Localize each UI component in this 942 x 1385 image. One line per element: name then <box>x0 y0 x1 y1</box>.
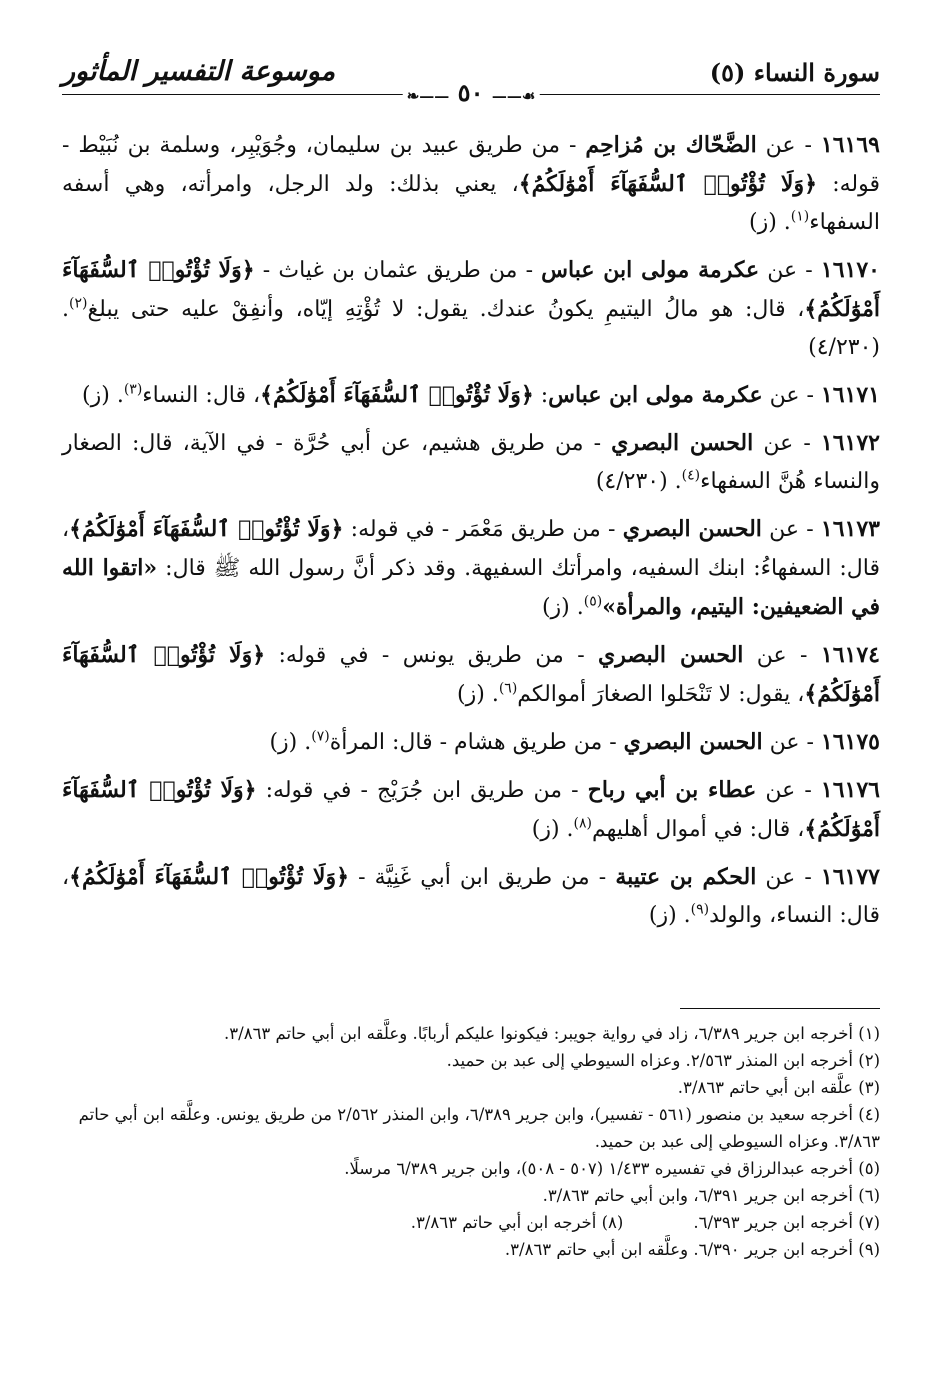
entry-text: - من طريق عثمان بن غياث - <box>254 258 542 283</box>
entry-dash: - عن <box>756 865 821 890</box>
entry-text: ، قال: النساء، والولد <box>62 865 880 928</box>
ornament-icon: ❧—— <box>406 87 450 105</box>
entry-source: . (ز) <box>541 595 584 620</box>
footnote: (٩) أخرجه ابن جرير ٦/٣٩٠. وعلَّقه ابن أبي حاتم ٣/٨٦٣. <box>504 1240 880 1259</box>
entry <box>62 251 880 367</box>
entry-dash: - عن <box>761 517 821 542</box>
entry <box>62 376 880 415</box>
footnote: (٨) أخرجه ابن أبي حاتم ٣/٨٦٣. <box>410 1213 624 1232</box>
entry-dash: - عن <box>743 643 821 668</box>
entry-text: - من طريق هشيم، عن أبي حُرَّة - في الآية، قال: الصغار والنساء هُنَّ السفهاء <box>62 431 880 494</box>
entry-text: - من طريق يونس - في قوله: <box>265 643 599 668</box>
footnote: (٥) أخرجه عبدالرزاق في تفسيره ١/٤٣٣ (٥٠٧ - ٥٠٨)، وابن جرير ٦/٣٨٩ مرسلًا. <box>344 1159 880 1178</box>
footnote-ref: (٥) <box>583 593 603 610</box>
footnote-pair <box>62 1209 880 1236</box>
running-header <box>62 52 880 107</box>
footnote: (٢) أخرجه ابن المنذر ٢/٥٦٣. وعزاه السيوطي إلى عبد بن حميد. <box>446 1051 880 1070</box>
entry-number: ١٦١٧١ <box>820 382 880 408</box>
surah-title: سورة النساء (٥) <box>709 58 880 87</box>
footnote-ref: (٢) <box>69 295 88 312</box>
entry <box>62 510 880 627</box>
quran-ayah: ﴿وَلَا تُؤْتُوا۟ ٱلسُّفَهَآءَ أَمْوَٰلَكُمُ﴾ <box>62 257 880 322</box>
entry-number: ١٦١٧٦ <box>820 777 880 803</box>
quran-ayah: ﴿وَلَا تُؤْتُوا۟ ٱلسُّفَهَآءَ أَمْوَٰلَكُمُ﴾ <box>62 777 880 842</box>
entry-source: . (ز) <box>269 730 312 755</box>
entry-number: ١٦١٦٩ <box>820 132 880 158</box>
entry-text: ، قال: في أموال أهليهم <box>592 817 805 842</box>
entry-author: عطاء بن أبي رباح <box>587 777 757 803</box>
footnote-ref: (١) <box>790 208 810 225</box>
entry <box>62 771 880 849</box>
entry-author: عكرمة مولى ابن عباس <box>541 257 760 283</box>
footnote: (٦) أخرجه ابن جرير ٦/٣٩١، وابن أبي حاتم ٣/٨٦٣. <box>542 1186 880 1205</box>
entry-number: ١٦١٧٧ <box>820 864 880 890</box>
entry-dash: - عن <box>756 133 821 158</box>
entry-dash: - عن <box>762 730 821 755</box>
entry-text: - من طريق ابن جُرَيْج - في قوله: <box>256 778 588 803</box>
entry <box>62 126 880 242</box>
entry-text: ، قال: النساء <box>142 383 261 408</box>
footnote-ref: (٣) <box>123 381 143 398</box>
entry-dash: - عن <box>753 431 821 456</box>
entry-text: - من طريق عبيد بن سليمان، وجُوَيْبِر، وسلمة بن نُبَيْط - قوله: <box>62 133 880 197</box>
entry-author: الحسن البصري <box>611 430 754 456</box>
book-title: موسوعة التفسير المأثور <box>62 56 336 87</box>
entry-number: ١٦١٧٤ <box>820 642 880 668</box>
entry-dash: - عن <box>762 383 821 408</box>
footnote-ref: (٦) <box>498 680 518 697</box>
footnote-ref: (٩) <box>690 901 710 918</box>
entry-text: ، قال: السفهاءُ: ابنك السفيه، وامرأتك السفيهة. وقد ذكر أنَّ رسول الله ﷺ قال: <box>62 517 880 581</box>
entry-text: - من طريق ابن أبي غَنِيَّة - <box>348 865 616 890</box>
entry-author: عكرمة مولى ابن عباس <box>548 382 763 408</box>
entry-text: ، يعني بذلك: ولد الرجل، وامرأته، وهي أسفه السفهاء <box>62 172 880 235</box>
entry-dash: - عن <box>756 778 821 803</box>
quran-ayah: ﴿وَلَا تُؤْتُوا۟ ٱلسُّفَهَآءَ أَمْوَٰلَكُمُ﴾ <box>62 642 880 707</box>
entry-number: ١٦١٧٣ <box>820 516 880 542</box>
quran-ayah: ﴿وَلَا تُؤْتُوا۟ ٱلسُّفَهَآءَ أَمْوَٰلَكُمُ﴾ <box>260 382 534 408</box>
footnote: (٣) علَّقه ابن أبي حاتم ٣/٨٦٣. <box>677 1078 880 1097</box>
entry-text: - من طريق هشام - قال: المرأة <box>329 730 624 755</box>
entry-source: . (٤/٢٣٠) <box>62 297 880 360</box>
entry <box>62 424 880 501</box>
entry-text: : <box>533 383 549 408</box>
hadith-quote: «اتقوا الله في الضعيفين: اليتيم، والمرأة» <box>62 555 880 620</box>
entry-dash: - عن <box>759 258 821 283</box>
page-number-block <box>403 78 540 107</box>
entry <box>62 636 880 714</box>
entry <box>62 723 880 762</box>
entry-author: الحكم بن عتيبة <box>615 864 757 890</box>
quran-ayah: ﴿وَلَا تُؤْتُوا۟ ٱلسُّفَهَآءَ أَمْوَٰلَكُمُ﴾ <box>518 171 817 197</box>
entry-source: . (ز) <box>531 817 574 842</box>
entry-author: الضَّحّاك بن مُزاحِم <box>585 132 757 158</box>
entry <box>62 858 880 935</box>
footnote: (٤) أخرجه سعيد بن منصور (٥٦١ - تفسير)، وابن جرير ٦/٣٨٩، وابن المنذر ٢/٥٦٢ من طريق يونس. وعلَّقه ابن أبي حاتم ٣/٨٦٣. وعزاه السيوطي إلى عبد بن حميد. <box>78 1105 880 1151</box>
footnote-ref: (٧) <box>311 728 330 745</box>
entry-author: الحسن البصري <box>623 729 763 755</box>
quran-ayah: ﴿وَلَا تُؤْتُوا۟ ٱلسُّفَهَآءَ أَمْوَٰلَكُمُ﴾ <box>69 864 349 890</box>
entry-text: ، يقول: لا تَنْحَلوا الصغارَ أموالكم <box>517 682 805 707</box>
entry-author: الحسن البصري <box>598 642 744 668</box>
footnote-ref: (٤) <box>681 467 701 484</box>
footnotes <box>62 1020 880 1263</box>
footnote-separator <box>680 1008 880 1009</box>
entry-number: ١٦١٧٠ <box>820 257 880 283</box>
entry-source: . (ز) <box>648 903 691 928</box>
entry-text: - من طريق مَعْمَر - في قوله: <box>343 517 623 542</box>
entry-source: . (ز) <box>82 383 124 408</box>
footnote: (٧) أخرجه ابن جرير ٦/٣٩٣. <box>693 1213 880 1232</box>
footnote-ref: (٨) <box>573 815 593 832</box>
entry-source: . (ز) <box>748 210 791 235</box>
entry-source: . (٤/٢٣٠) <box>595 469 682 494</box>
ornament-icon: ——☙ <box>491 87 536 105</box>
entry-source: . (ز) <box>457 682 499 707</box>
page-number: ٥٠ <box>457 78 484 107</box>
quran-ayah: ﴿وَلَا تُؤْتُوا۟ ٱلسُّفَهَآءَ أَمْوَٰلَكُمُ﴾ <box>69 516 344 542</box>
entry-author: الحسن البصري <box>622 516 762 542</box>
entry-number: ١٦١٧٥ <box>820 729 880 755</box>
entry-number: ١٦١٧٢ <box>820 430 880 456</box>
entry-text: ، قال: هو مالُ اليتيمِ يكونُ عندك. يقول: لا تُؤْتِهِ إيّاه، وأنفِقْ عليه حتى يبلغ <box>87 297 805 322</box>
footnote: (١) أخرجه ابن جرير ٦/٣٨٩، زاد في رواية جويبر: فيكونوا عليكم أربابًا. وعلَّقه ابن أبي حاتم ٣/٨٦٣. <box>224 1024 880 1043</box>
entries <box>62 126 880 944</box>
